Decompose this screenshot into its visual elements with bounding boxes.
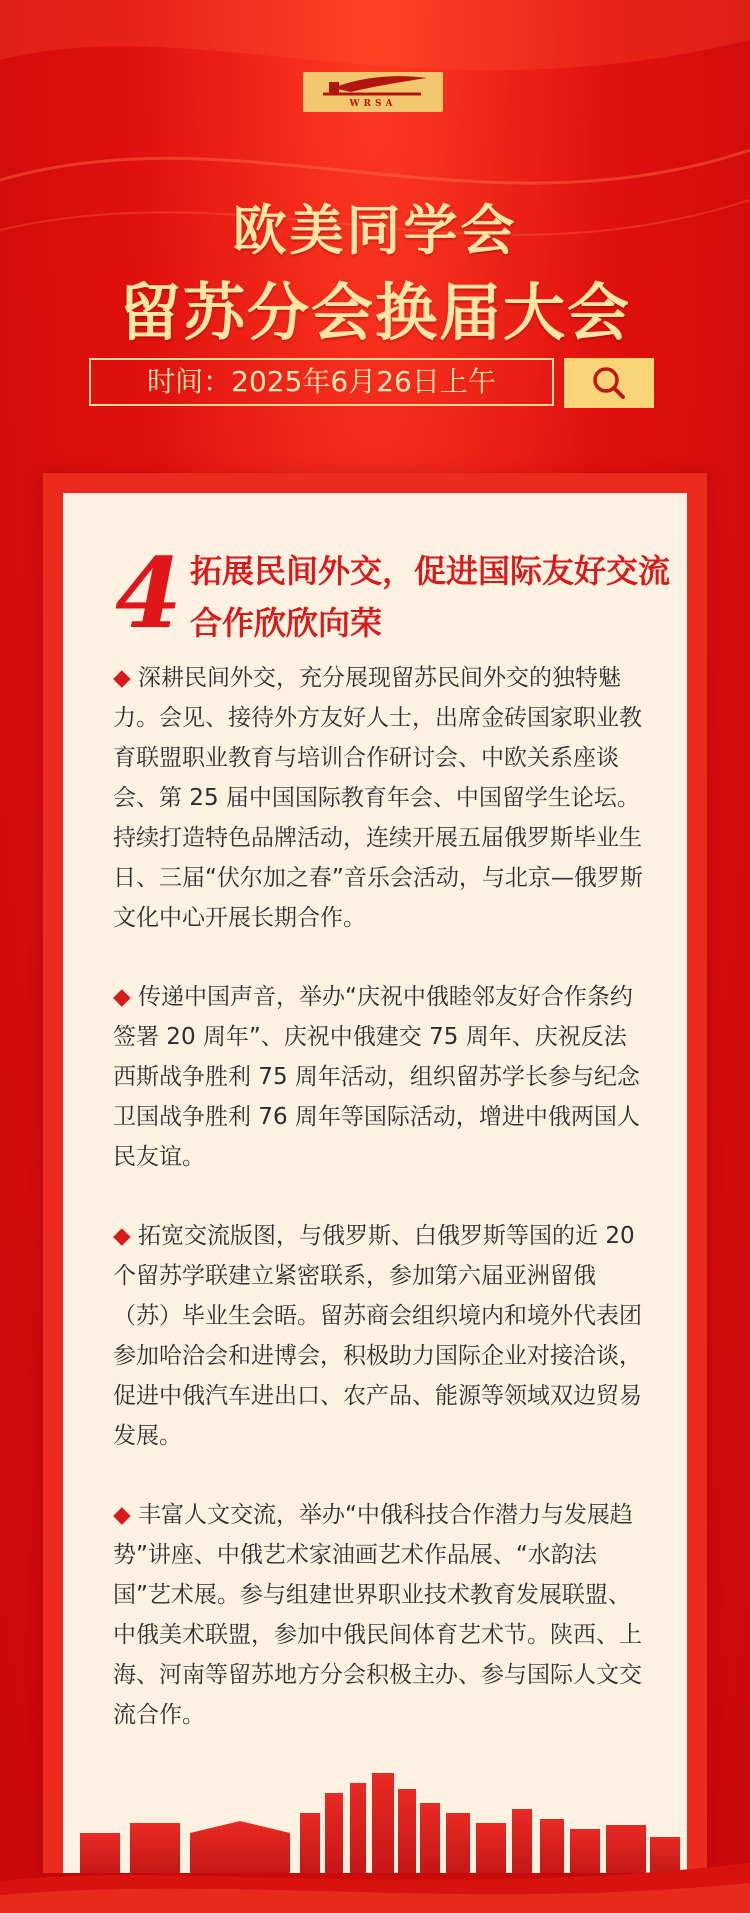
paragraph-1 [113,658,643,938]
paragraph-text: 拓宽交流版图，与俄罗斯、白俄罗斯等国的近 20 个留苏学联建立紧密联系，参加第六届亚洲留俄（苏）毕业生会晤。留苏商会组织境内和境外代表团参加哈洽会和进博会，积极助力国际企业对接洽谈，促进中俄汽车进出口、农产品、能源等领域双边贸易发展。 [113,1223,642,1449]
wrsa-logo [303,72,443,112]
page-title-line2: 留苏分会换届大会 [118,276,631,349]
paragraph-3 [113,1216,643,1456]
quill-logo-icon [303,72,443,100]
content-card-inner [63,493,687,1873]
search-icon [590,364,628,402]
content-card [43,473,707,1873]
paragraph-text: 传递中国声音，举办“庆祝中俄睦邻友好合作条约签署 20 周年”、庆祝中俄建交 75 周年、庆祝反法西斯战争胜利 75 周年活动，组织留苏学长参与纪念卫国战争胜利 76 周年等国际活动，增进中俄两国人民友谊。 [113,984,640,1170]
time-field: 时间：2025年6月26日上午 [89,358,554,406]
paragraph-text: 深耕民间外交，充分展现留苏民间外交的独特魅力。会见、接待外方友好人士，出席金砖国家职业教育联盟职业教育与培训合作研讨会、中欧关系座谈会、第 25 届中国国际教育年会、中国留学生论坛。持续打造特色品牌活动，连续开展五届俄罗斯毕业生日、三届“伏尔加之春”音乐会活动，与北京—俄罗斯文化中心开展长期合作。 [113,665,643,931]
paragraph-2 [113,977,643,1177]
section-body [113,658,643,1774]
paragraph-text: 丰富人文交流，举办“中俄科技合作潜力与发展趋势”讲座、中俄艺术家油画艺术作品展、“水韵法国”艺术展。参与组建世界职业技术教育发展联盟、中俄美术联盟，参加中俄民间体育艺术节。陕西、上海、河南等留苏地方分会积极主办、参与国际人文交流合作。 [113,1502,642,1728]
diamond-bullet-icon: ◆ [113,1223,131,1249]
diamond-bullet-icon: ◆ [113,1502,131,1528]
search-button[interactable] [564,358,654,408]
city-skyline-illustration [0,1713,750,1913]
diamond-bullet-icon: ◆ [113,665,131,691]
section-title: 拓展民间外交，促进国际友好交流合作欣欣向荣 [190,552,671,642]
diamond-bullet-icon: ◆ [113,984,131,1010]
paragraph-4 [113,1495,643,1735]
page-title-line1: 欧美同学会 [232,199,518,262]
logo-text: WRSA [349,99,397,109]
section-number: 4 [115,537,182,650]
